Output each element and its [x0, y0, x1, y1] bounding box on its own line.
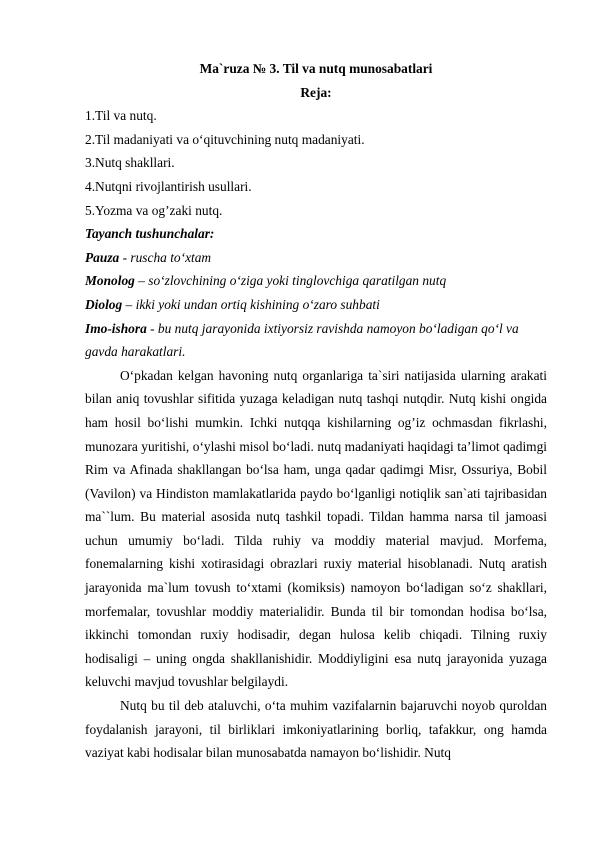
term-word: Monolog: [85, 273, 135, 289]
term-word: Pauza: [85, 249, 120, 265]
plan-item: 2.Til madaniyati va o‘qituvchining nutq madaniyati.: [85, 131, 365, 147]
lecture-title: Ma`ruza № 3. Til va nutq munosabatlari: [199, 61, 433, 76]
term-entry: [85, 293, 547, 317]
plan-list: [85, 104, 547, 222]
term-definition: - ruscha to‘xtam: [119, 249, 212, 265]
term-entry: [85, 317, 547, 364]
document-body: [85, 57, 547, 765]
term-entry: [85, 269, 547, 293]
term-word: Diolog: [85, 296, 123, 312]
key-terms-heading: Tayanch tushunchalar:: [85, 226, 215, 242]
body-paragraph: Nutq bu til deb ataluvchi, o‘ta muhim vazifalarnin bajaruvchi noyob quroldan foydalanish jarayoni, til birliklari imkoniyatlarining borliq, tafakkur, ong hamda vaziyat kabi hodisalar bilan munosabatda namayon bo‘lishidir. Nutq: [85, 698, 547, 761]
term-word: Imo-ishora: [85, 320, 147, 336]
term-definition: - bu nutq jarayonida ixtiyorsiz ravishda namoyon bo‘ladigan qo‘l va gavda harakatlari.: [85, 320, 519, 360]
plan-heading: Reja:: [300, 84, 332, 100]
plan-item: 5.Yozma va og’zaki nutq.: [85, 202, 223, 218]
body-paragraph: O‘pkadan kelgan havoning nutq organlariga ta`siri natijasida ularning arakati bilan aniq tovushlar sifitida yuzaga keladigan nutq tashqi nutqdir. Nutq kishi ongida ham hosil bo‘lishi mumkin. Ichki nutqqa kishilarning og’iz ochmasdan fikrlashi, munozara yuritishi, o‘ylashi misol bo‘ladi. nutq madaniyati haqidagi ta’limot qadimgi Rim va Afinada shakllangan bo‘lsa ham, unga qadar qadimgi Misr, Ossuriya, Bobil (Vavilon) va Hindiston mamlakatlarida paydo bo‘lganligi notiqlik san`ati tajribasidan ma``lum. Bu material asosida nutq tashkil topadi. Tildan hamma narsa til jamoasi uchun umumiy bo‘ladi. Tilda ruhiy va moddiy material mavjud. Morfema, fonemalarning kishi xotirasidagi obrazlari ruxiy material hisoblanadi. Nutq aratish jarayonida ma`lum tovush to‘xtami (komiksis) namoyon bo‘ladigan so‘z shakllari, morfemalar, tovushlar moddiy materialidir. Bunda til bir tomondan hodisa bo‘lsa, ikkinchi tomondan ruxiy hodisadir, degan hulosa kelib chiqadi. Tilning ruxiy hodisaligi – uning ongda shakllanishidir. Moddiyligini esa nutq jarayonida yuzaga keluvchi mavjud tovushlar belgilaydi.: [85, 367, 547, 690]
term-definition: – ikki yoki undan ortiq kishining o‘zaro suhbati: [122, 296, 380, 312]
terms-list: [85, 246, 547, 364]
term-entry: [85, 246, 547, 270]
plan-item: 3.Nutq shakllari.: [85, 155, 175, 171]
plan-item: 1.Til va nutq.: [85, 108, 157, 124]
plan-item: 4.Nutqni rivojlantirish usullari.: [85, 178, 252, 194]
term-definition: – so‘zlovchining o‘ziga yoki tinglovchiga qaratilgan nutq: [134, 273, 447, 289]
